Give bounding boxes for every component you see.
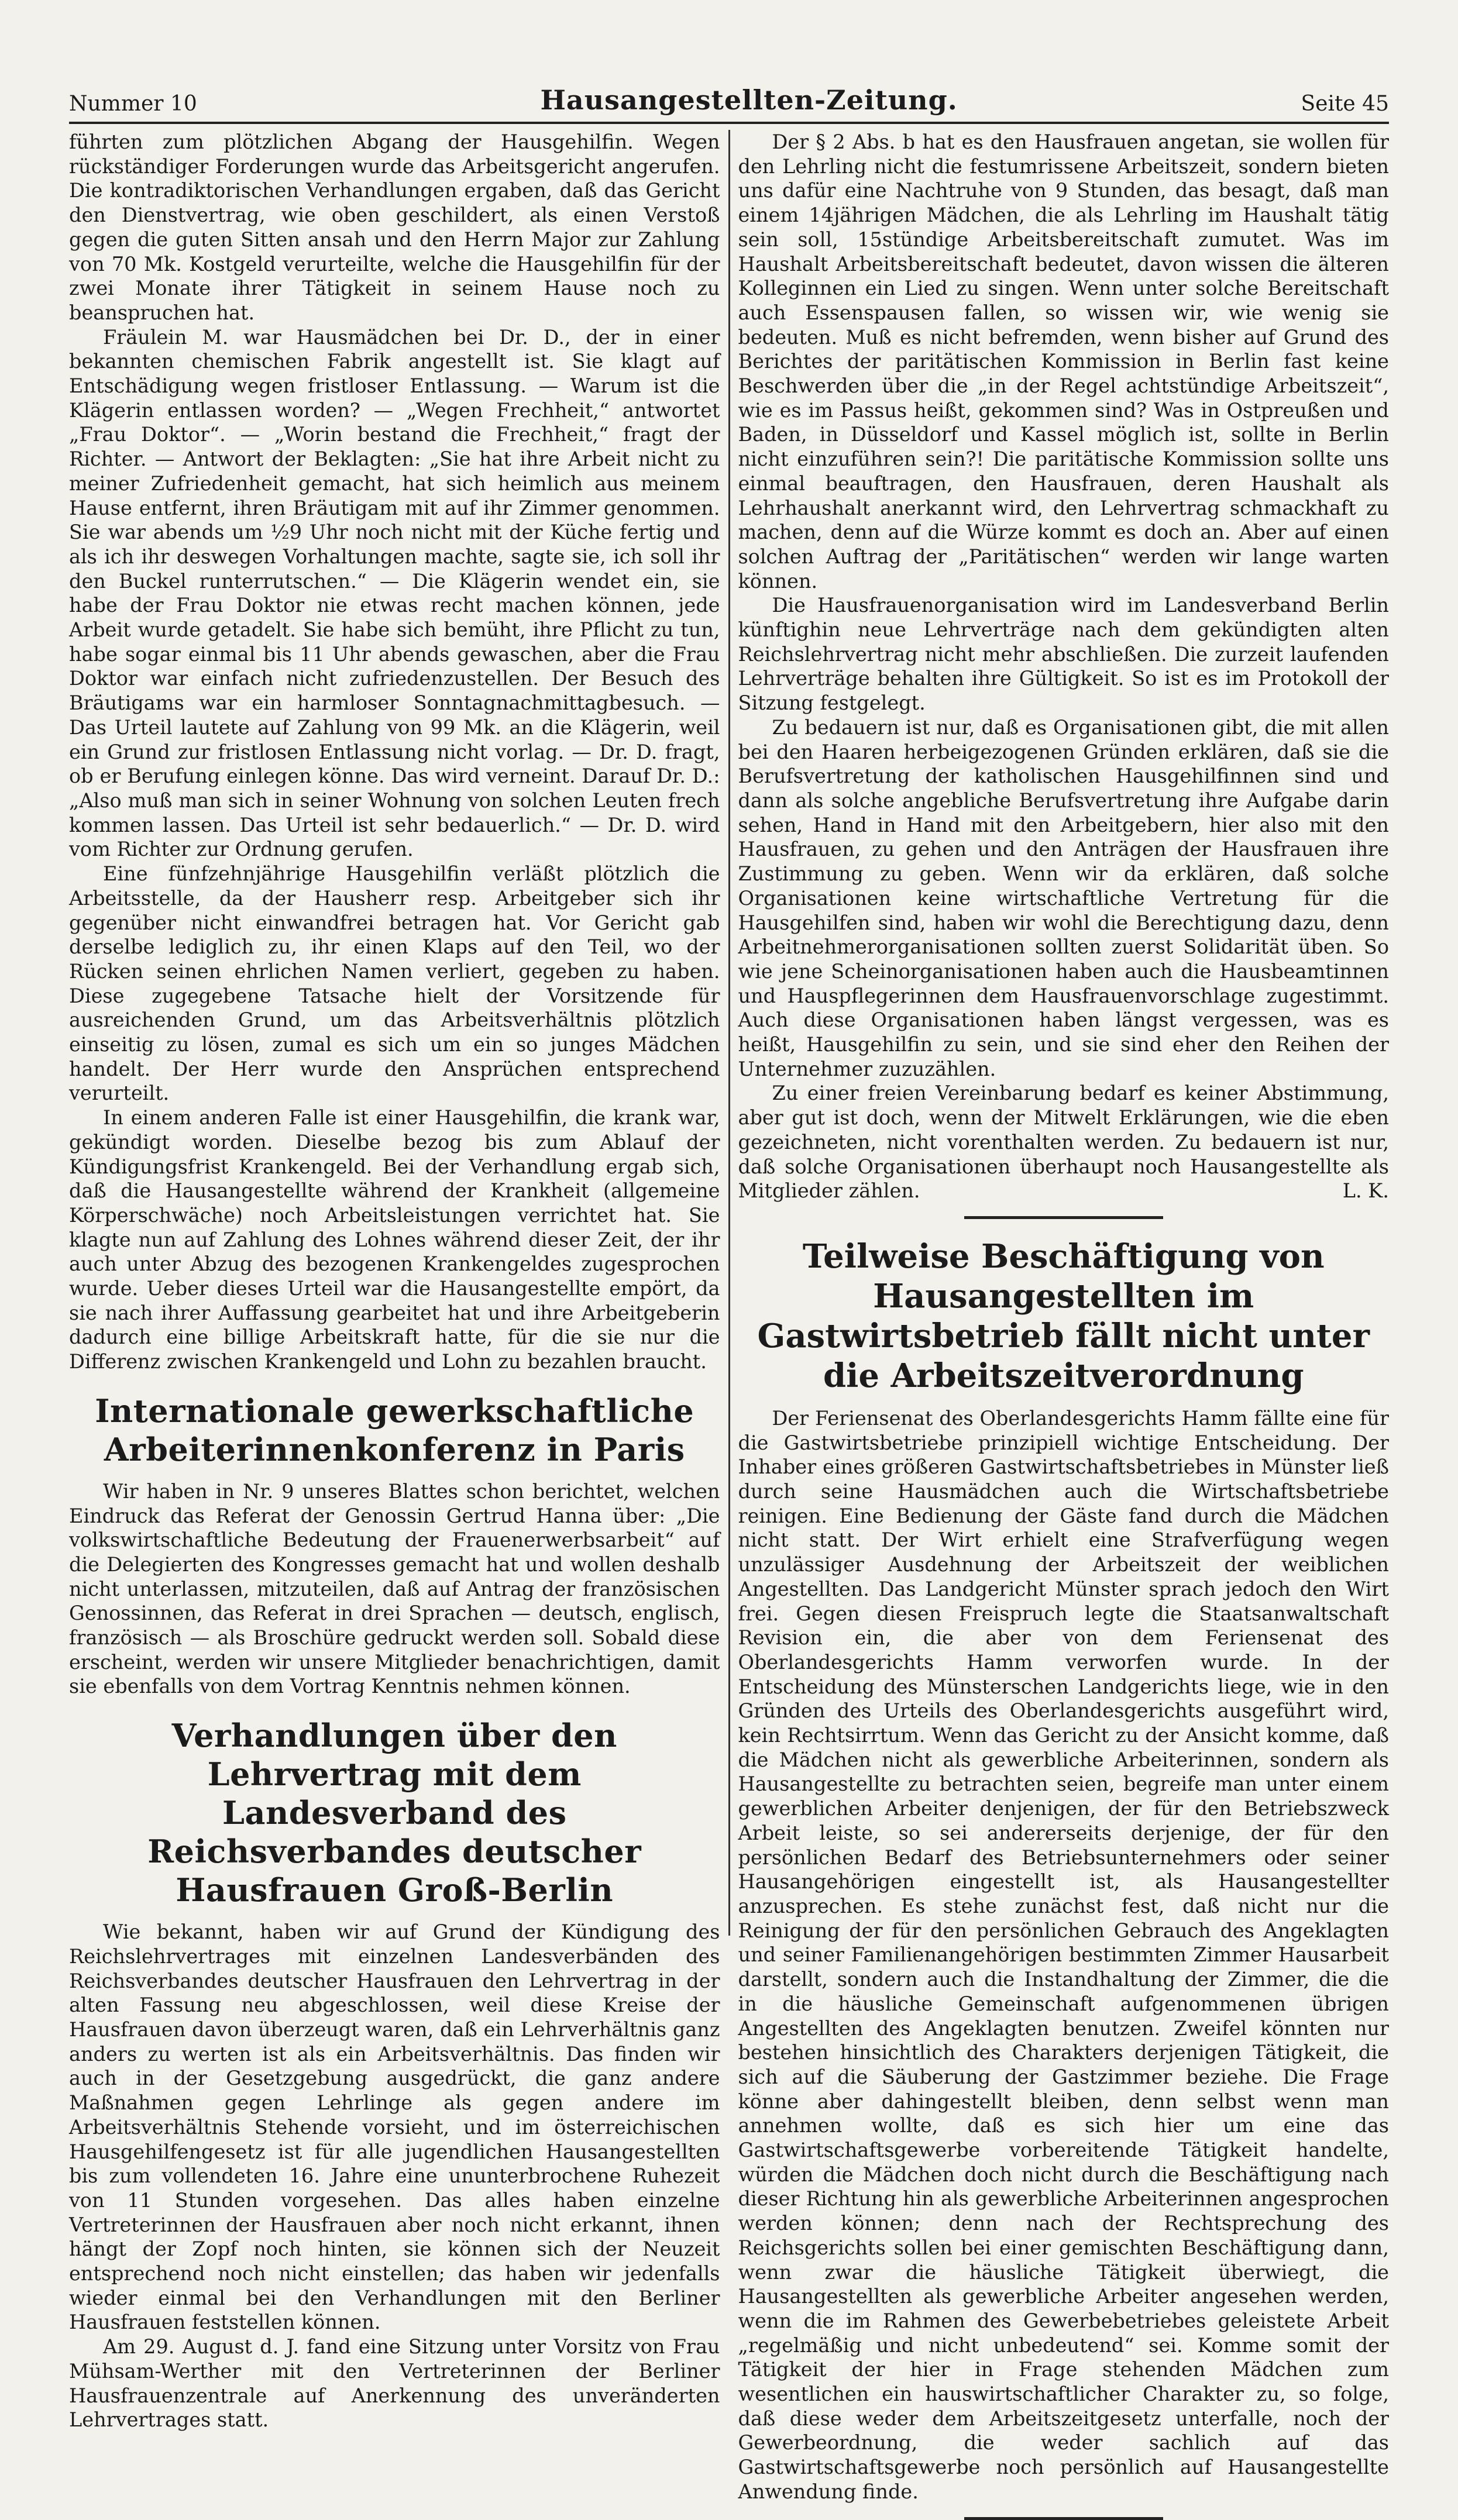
page-number: Seite 45 [1301, 92, 1389, 116]
issue-number: Nummer 10 [69, 92, 197, 116]
article-paragraph: Fräulein M. war Hausmädchen bei Dr. D., der in einer bekannten chemischen Fabrik angestellt ist. Sie klagt auf Entschädigung wegen fristloser Entlassung. — Warum ist die Klägerin entlassen worden? — „Wegen Frechheit,“ antwortet „Frau Doktor“. — „Worin bestand die Frechheit,“ fragt der Richter. — Antwort der Beklagten: „Sie hat ihre Arbeit nicht zu meiner Zufriedenheit gemacht, hat sich heimlich aus meinem Hause entfernt, ihren Bräutigam mit auf ihr Zimmer genommen. Sie war abends um ½9 Uhr noch nicht mit der Küche fertig und als ich ihr deswegen Vorhaltungen machte, sagte sie, ich soll ihr den Buckel runterrutschen.“ — Die Klägerin wendet ein, sie habe der Frau Doktor nie etwas recht machen können, jede Arbeit wurde getadelt. Sie habe sich bemüht, ihre Pflicht zu tun, habe sogar einmal bis 11 Uhr abends gewaschen, aber die Frau Doktor war einfach nicht zufriedenzustellen. Der Besuch des Bräutigams war ein harmloser Sonntagnachmittagbesuch. — Das Urteil lautete auf Zahlung von 99 Mk. an die Klägerin, weil ein Grund zur fristlosen Entlassung nicht vorlag. — Dr. D. fragt, ob er Berufung einlegen könne. Das wird verneint. Darauf Dr. D.: „Also muß man sich in seiner Wohnung von solchen Leuten frech kommen lassen. Das Urteil ist sehr bedauerlich.“ — Dr. D. wird vom Richter zur Ordnung gerufen. [69, 325, 720, 861]
article-paragraph: Eine fünfzehnjährige Hausgehilfin verläßt plötzlich die Arbeitsstelle, da der Hausherr resp. Arbeitgeber sich ihr gegenüber nicht einwandfrei betragen hat. Vor Gericht gab derselbe lediglich zu, ihr einen Klaps auf den Teil, wo der Rücken seinen ehrlichen Namen verliert, gegeben zu haben. Diese zugegebene Tatsache hielt der Vorsitzende für ausreichenden Grund, um das Arbeitsverhältnis plötzlich einseitig zu lösen, zumal es sich um ein so junges Mädchen handelt. Der Herr wurde den Ansprüchen entsprechend verurteilt. [69, 862, 720, 1105]
left-column [69, 130, 724, 2432]
section-separator [964, 1216, 1163, 1219]
author-signature: L. K. [1342, 1179, 1389, 1203]
headline-lehrvertrag: Verhandlungen über den Lehrvertrag mit dem Landesverband des Reichsverbandes deutscher Hausfrauen Groß-Berlin [147, 1717, 642, 1909]
columns [69, 130, 1389, 2503]
article-paragraph: In einem anderen Falle ist einer Hausgehilfin, die krank war, gekündigt worden. Dieselbe bezog bis zum Ablauf der Kündigungsfrist Krankengeld. Bei der Verhandlung ergab sich, daß die Hausangestellte während der Krankheit (allgemeine Körperschwäche) noch Arbeitsleistungen verrichtet hat. Sie klagte nun auf Zahlung des Lohnes während dieser Zeit, der ihr auch unter Abzug des bezogenen Krankengeldes zugesprochen wurde. Ueber dieses Urteil war die Hausangestellte empört, da sie nach ihrer Auffassung gearbeitet hat und ihre Arbeitgeberin dadurch eine billige Arbeitskraft hatte, für die sie nur die Differenz zwischen Krankengeld und Lohn zu bezahlen braucht. [69, 1106, 720, 1373]
article-paragraph: Der Feriensenat des Oberlandesgerichts Hamm fällte eine für die Gastwirtsbetriebe prinzipiell wichtige Entscheidung. Der Inhaber eines größeren Gastwirtschaftsbetriebes in Münster ließ durch seine Hausmädchen auch die Wirtschaftsbetriebe reinigen. Eine Bedienung der Gäste fand durch die Mädchen nicht statt. Der Wirt erhielt eine Strafverfügung wegen unzulässiger Ausdehnung der Arbeitszeit der weiblichen Angestellten. Das Landgericht Münster sprach jedoch den Wirt frei. Gegen diesen Freispruch legte die Staatsanwaltschaft Revision ein, die aber von dem Feriensenat des Oberlandesgerichts Hamm verworfen wurde. In der Entscheidung des Münsterschen Landgerichts liege, wie in den Gründen des Urteils des Oberlandesgerichts ausgeführt wird, kein Rechtsirrtum. Wenn das Gericht zu der Ansicht komme, daß die Mädchen nicht als gewerbliche Arbeiterinnen, sondern als Hausangestellte zu betrachten seien, begreife man unter einem gewerblichen Arbeiter denjenigen, der für den Betriebszweck Arbeit leiste, so sei andererseits derjenige, der für den persönlichen Bedarf des Betriebsunternehmers oder seiner Hausangehörigen eingestellt ist, als Hausangestellter anzusprechen. Es stehe zunächst fest, daß nicht nur die Reinigung der für den persönlichen Gebrauch des Angeklagten und seiner Familienangehörigen bestimmten Zimmer Hausarbeit darstellt, sondern auch die Instandhaltung der Zimmer, die die in die häusliche Gemeinschaft aufgenommenen übrigen Angestellten des Angeklagten benutzen. Zweifel könnten nur bestehen hinsichtlich des Charakters derjenigen Tätigkeit, die sich auf die Säuberung der Gastzimmer beziehe. Die Frage könne aber dahingestellt bleiben, denn selbst wenn man annehmen wollte, daß es sich hier um eine das Gastwirtschaftsgewerbe vorbereitende Tätigkeit handelte, würden die Mädchen doch nicht durch die Beschäftigung nach dieser Richtung hin als gewerbliche Arbeiterinnen angesprochen werden können; denn nach der Rechtsprechung des Reichsgerichts sollen bei einer gemischten Beschäftigung dann, wenn zwar die häusliche Tätigkeit überwiegt, die Hausangestellten als gewerbliche Arbeiter angesehen werden, wenn die im Rahmen des Gewerbebetriebes geleistete Arbeit „regelmäßig und nicht unbedeutend“ sei. Komme somit der Tätigkeit der hier in Frage stehenden Mädchen zum wesentlichen ein hauswirtschaftlicher Charakter zu, so folge, daß diese weder dem Arbeitszeitgesetz unterfalle, noch der Gewerbeordnung, die weder sachlich auf das Gastwirtschaftsgewerbe noch persönlich auf Hausangestellte Anwendung finde. [738, 1406, 1389, 2503]
article-paragraph: Wir haben in Nr. 9 unseres Blattes schon berichtet, welchen Eindruck das Referat der Genossin Gertrud Hanna über: „Die volkswirtschaftliche Bedeutung der Frauenerwerbsarbeit“ auf die Delegierten des Kongresses gemacht hat und wollen deshalb nicht unterlassen, mitzuteilen, daß auf Antrag der französischen Genossinnen, das Referat in drei Sprachen — deutsch, englisch, französisch — als Broschüre gedruckt werden soll. Sobald diese erscheint, werden wir unsere Mitglieder benachrichtigen, damit sie ebenfalls von dem Vortrag Kenntnis nehmen können. [69, 1479, 720, 1698]
article-paragraph: Wie bekannt, haben wir auf Grund der Kündigung des Reichslehrvertrages mit einzelnen Landesverbänden des Reichsverbandes deutscher Hausfrauen den Lehrvertrag in der alten Fassung neu abgeschlossen, weil diese Kreise der Hausfrauen davon überzeugt waren, daß ein Lehrverhältnis ganz anders zu werten ist als ein Arbeitsverhältnis. Das finden wir auch in der Gesetzgebung ausgedrückt, die ganz andere Maßnahmen gegen Lehrlinge als gegen andere im Arbeitsverhältnis Stehende vorsieht, und im österreichischen Hausgehilfengesetz ist für alle jugendlichen Hausangestellten bis zum vollendeten 16. Jahre eine ununterbrochene Ruhezeit von 11 Stunden vorgesehen. Das alles haben einzelne Vertreterinnen der Hausfrauen aber noch nicht erkannt, ihnen hängt der Zopf noch hinten, sie können sich der Neuzeit entsprechend noch nicht einstellen; das haben wir jedenfalls wieder einmal bei den Verhandlungen mit den Berliner Hausfrauen feststellen können. [69, 1920, 720, 2334]
article-paragraph: Die Hausfrauenorganisation wird im Landesverband Berlin künftighin neue Lehrverträge nach dem gekündigten alten Reichslehrvertrag nicht mehr abschließen. Die zurzeit laufenden Lehrverträge behalten ihre Gültigkeit. So ist es im Protokoll der Sitzung festgelegt. [738, 594, 1389, 715]
article-paragraph: führten zum plötzlichen Abgang der Hausgehilfin. Wegen rückständiger Forderungen wurde das Arbeitsgericht angerufen. Die kontradiktorischen Verhandlungen ergaben, daß das Gericht den Dienstvertrag, wie oben geschildert, als einen Verstoß gegen die guten Sitten ansah und den Herrn Major zur Zahlung von 70 Mk. Kostgeld verurteilte, welche die Hausgehilfin für der zwei Monate ihrer Tätigkeit in seinem Hause noch zu beanspruchen hat. [69, 130, 720, 324]
paragraph-text: Zu einer freien Vereinbarung bedarf es keiner Abstimmung, aber gut ist doch, wenn der Mitwelt Erklärungen, wie die eben gezeichneten, nicht vorenthalten werden. Zu bedauern ist nur, daß solche Organisationen überhaupt noch Hausangestellte als Mitglieder zählen. [738, 1082, 1389, 1203]
column-rule [728, 130, 730, 1936]
running-head [69, 75, 1389, 116]
headline-gastwirtsbetrieb: Teilweise Beschäftigung von Hausangestellten im Gastwirtsbetrieb fällt nicht unter die Arbeitszeitverordnung [757, 1237, 1370, 1395]
article-paragraph: Am 29. August d. J. fand eine Sitzung unter Vorsitz von Frau Mühsam-Werther mit den Vertreterinnen der Berliner Hausfrauenzentrale auf Anerkennung des unveränderten Lehrvertrages statt. [69, 2335, 720, 2432]
article-paragraph: Zu bedauern ist nur, daß es Organisationen gibt, die mit allen bei den Haaren herbeigezogenen Gründen erklären, daß sie die Berufsvertretung der katholischen Hausgehilfinnen sind und dann als solche angebliche Berufsvertretung ihre Aufgabe darin sehen, Hand in Hand mit den Arbeitgebern, hier also mit den Hausfrauen, zu gehen und den Anträgen der Hausfrauen ihre Zustimmung zu geben. Wenn wir da erklären, daß solche Organisationen keine wirtschaftliche Vertretung für die Hausgehilfen sind, haben wir wohl die Berechtigung dazu, denn Arbeitnehmerorganisationen sollten zuerst Solidarität üben. So wie jene Scheinorganisationen haben auch die Hausbeamtinnen und Hauspflegerinnen dem Hausfrauenvorschlage zugestimmt. Auch diese Organisationen haben längst vergessen, was es heißt, Hausgehilfin zu sein, und sie sind eher den Reihen der Unternehmer zuzuzählen. [738, 715, 1389, 1080]
header-rule [69, 122, 1389, 124]
newspaper-title: Hausangestellten-Zeitung. [540, 84, 958, 116]
headline-paris-conference: Internationale gewerkschaftliche Arbeiterinnenkonferenz in Paris [95, 1392, 694, 1468]
right-column [735, 130, 1390, 2503]
article-paragraph: Der § 2 Abs. b hat es den Hausfrauen angetan, sie wollen für den Lehrling nicht die festumrissene Arbeitszeit, sondern bieten uns dafür eine Nachtruhe von 9 Stunden, das besagt, daß man einem 14jährigen Mädchen, die als Lehrling im Haushalt tätig sein soll, 15stündige Arbeitsbereitschaft zumutet. Was im Haushalt Arbeitsbereitschaft bedeutet, davon wissen die älteren Kolleginnen ein Lied zu singen. Wenn unter solche Bereitschaft auch Essenspausen fallen, so wissen wir, wie wenig sie bedeuten. Muß es nicht befremden, wenn bisher auf Grund des Berichtes der paritätischen Kommission in Berlin fast keine Beschwerden über die „in der Regel achtstündige Arbeitszeit“, wie es im Passus heißt, gekommen sind? Was in Ostpreußen und Baden, in Düsseldorf und Kassel möglich ist, sollte in Berlin nicht einzuführen sein?! Die paritätische Kommission sollte uns einmal beauftragen, den Hausfrauen, deren Haushalt als Lehrhaushalt anerkannt wird, den Lehrvertrag schmackhaft zu machen, denn auf die Würze kommt es doch an. Aber auf einen solchen Auftrag der „Paritätischen“ werden wir lange warten können. [738, 130, 1389, 593]
article-paragraph [738, 1081, 1390, 1203]
section-separator [964, 2517, 1163, 2520]
